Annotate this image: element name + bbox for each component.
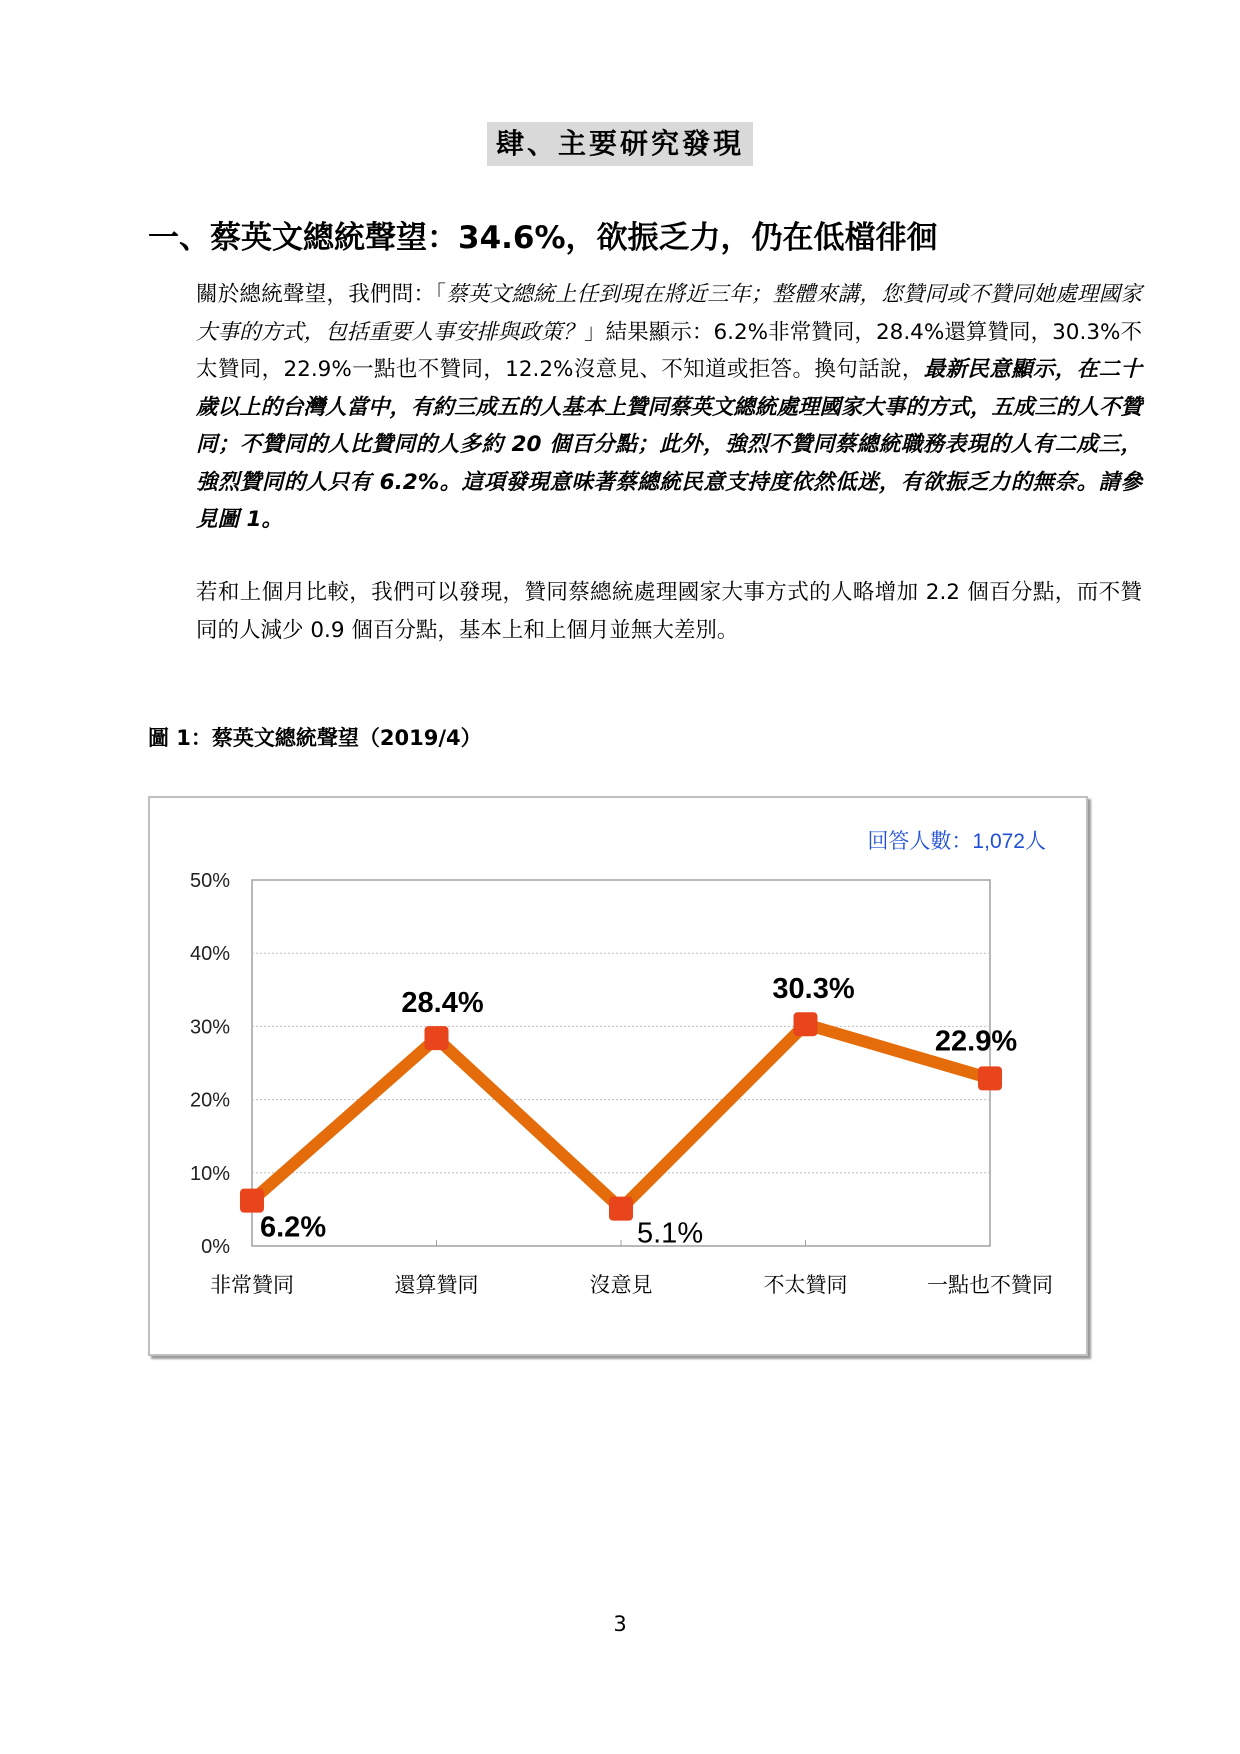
data-point-marker — [425, 1026, 449, 1050]
data-value-label: 30.3% — [772, 973, 855, 1006]
respondent-count-annotation: 回答人數：1,072人 — [867, 830, 1046, 853]
paragraph-1 — [148, 276, 1142, 539]
x-category-label: 一點也不贊同 — [927, 1273, 1053, 1297]
data-point-marker — [240, 1189, 264, 1213]
x-category-label: 還算贊同 — [394, 1273, 479, 1297]
series-line — [252, 1024, 990, 1208]
heading-suffix: ，欲振乏力，仍在低檔徘徊 — [565, 220, 938, 256]
data-point-marker — [609, 1197, 633, 1221]
y-tick-label: 30% — [189, 1016, 230, 1039]
heading-prefix: 一、蔡英文總統聲望： — [148, 220, 458, 256]
heading-number: 34.6% — [458, 220, 566, 256]
paragraph-1-emphasis: 最新民意顯示，在二十歲以上的台灣人當中，有約三成五的人基本上贊同蔡英文總統處理國家大事的方式，五成三的人不贊同；不贊同的人比贊同的人多約 20 個百分點；此外，強烈不贊同蔡總統職務表現的人有二成三，強烈贊同的人只有 6.2%。這項發現意味著蔡總統民意支持度依然低迷，有欲振乏力的無奈。請參見圖 1。 — [196, 357, 1143, 532]
data-value-label: 22.9% — [934, 1025, 1018, 1058]
approval-line-chart — [150, 798, 1086, 1354]
paragraph-1-intro: 關於總統聲望，我們問：「 — [196, 282, 447, 307]
data-value-label: 5.1% — [637, 1217, 704, 1250]
survey-question: 蔡英文總統上任到現在將近三年；整體來講，您贊同或不贊同她處理國家大事的方式，包括重要人事安排與政策？ — [196, 282, 1142, 345]
x-category-label: 沒意見 — [589, 1273, 653, 1297]
data-point-marker — [978, 1066, 1002, 1090]
paragraph-1-results: 」結果顯示：6.2%非常贊同，28.4%還算贊同，30.3%不太贊同，22.9%一點也不贊同，12.2%沒意見、不知道或拒答。換句話說， — [196, 319, 1142, 382]
page-number: 3 — [613, 1612, 627, 1636]
x-category-label: 非常贊同 — [210, 1273, 294, 1297]
heading — [148, 216, 1098, 260]
y-tick-label: 20% — [189, 1089, 230, 1112]
x-category-label: 不太贊同 — [763, 1273, 848, 1297]
section-title: 肆、主要研究發現 — [487, 122, 753, 166]
paragraph-2: 若和上個月比較，我們可以發現，贊同蔡總統處理國家大事方式的人略增加 2.2 個百分點，而不贊同的人減少 0.9 個百分點，基本上和上個月並無大差別。 — [196, 580, 1142, 643]
data-value-label: 28.4% — [401, 987, 484, 1020]
data-value-label: 6.2% — [260, 1211, 327, 1244]
figure-caption: 圖 1：蔡英文總統聲望（2019/4） — [148, 726, 482, 750]
data-point-marker — [794, 1012, 818, 1036]
plot-area — [252, 880, 990, 1246]
y-tick-label: 10% — [189, 1162, 230, 1185]
y-tick-label: 40% — [189, 943, 230, 966]
y-tick-label: 0% — [201, 1236, 230, 1258]
chart-container — [148, 796, 1088, 1356]
y-tick-label: 50% — [189, 870, 230, 892]
